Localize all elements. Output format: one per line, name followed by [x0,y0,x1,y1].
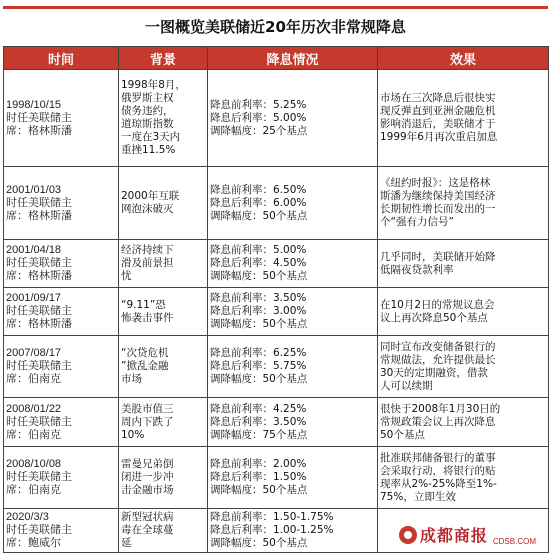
cell-rate-line: 降息后利率：5.00% [210,111,307,124]
cell-time-line: 席：格林斯潘 [6,124,72,137]
cell-background [119,167,208,240]
cell-rate-line: 降息前利率：5.25% [210,98,307,111]
cell-effect [378,288,549,336]
cell-rate-line: 调降幅度：75个基点 [210,428,308,441]
cell-time-line: 2008/01/22 [6,402,62,415]
cell-effect-line: 30天的定期融资，借款 [380,366,488,379]
cell-time-line: 时任美联储主 [6,257,72,269]
cell-rate-line: 降息前利率：2.00% [210,458,307,470]
cell-time-line: 2001/01/03 [6,183,62,196]
cell-time-line: 时任美联储主 [6,360,72,372]
cell-background-line: 闭进一步冲 [121,471,174,483]
watermark-text: 成都商报 [419,526,488,545]
cell-background-line: “9.11”恐 [121,298,166,311]
cell-time-line: 席：伯南克 [6,428,61,441]
cell-time-line: 席：格林斯潘 [6,209,72,222]
cell-background-line: 1998年8月， [121,79,186,91]
cell-effect-line: 市场在三次降息后很快实 [380,92,496,104]
cell-effect-line: 75%，立即生效 [380,490,456,503]
table-row [4,167,549,240]
cell-rate-line: 降息后利率：1.50% [210,471,307,483]
cell-background-line: 俄罗斯主权 [121,92,174,104]
cell-time [4,288,119,336]
cell-rate [208,240,378,288]
cell-effect-line: 影响消退后，美联储才于 [380,118,496,130]
cell-time [4,398,119,447]
cell-time [4,167,119,240]
cell-rate-line: 调降幅度：25个基点 [210,124,308,137]
cell-time-line: 时任美联储主 [6,196,72,209]
cell-background-line: 经济持续下 [121,244,174,256]
cell-time-line: 2001/09/17 [6,292,62,304]
cell-background-line: 滑及前景担 [121,257,174,269]
cell-background-line: 毒在全球蔓 [121,524,174,536]
cell-time-line: 2020/3/3 [6,511,49,523]
cell-background-line: 周内下跌了 [121,415,174,428]
cell-background-line: 新型冠状病 [121,511,174,523]
cell-rate-line: 降息后利率：5.75% [210,360,307,372]
cell-effect [378,447,549,509]
cell-rate-line: 降息前利率：3.50% [210,292,307,304]
cell-effect-line: 常规政策会议上再次降息 [380,415,496,428]
cell-effect-line: 现反弹直到亚洲金融危机 [380,105,496,117]
cell-background-line: 一度在3天内 [121,131,181,143]
cell-background-line: 道琼斯指数 [121,118,174,130]
cell-time-line: 时任美联储主 [6,305,72,317]
table-header-row [4,47,549,70]
cell-background [119,70,208,167]
cell-rate-line: 调降幅度：50个基点 [210,270,308,282]
cell-rate-line: 降息前利率：6.25% [210,347,307,359]
cell-background [119,288,208,336]
cell-effect [378,70,549,167]
cell-time [4,447,119,509]
table-row [4,398,549,447]
cell-rate [208,167,378,240]
cell-time [4,509,119,553]
cell-effect-line: 斯潘为继续保持美国经济 [380,190,496,202]
cell-time-line: 席：格林斯潘 [6,318,72,330]
cell-effect-line: 很快于2008年1月30日的 [380,402,501,415]
cell-effect-line: 在10月2日的常规议息会 [380,298,495,311]
page-title: 一图概览美联储近20年历次非常规降息 [3,6,548,43]
cell-effect-line: 1999年6月再次重启加息 [380,131,498,143]
cell-rate-line: 降息前利率：6.50% [210,183,307,196]
cell-time-line: 时任美联储主 [6,524,72,536]
cell-background-line: “次贷危机 [121,347,169,359]
cell-rate-line: 降息前利率：1.50-1.75% [210,511,334,523]
cell-effect-line: 《纽约时报》：这是格林 [380,177,491,189]
rate-cut-table [3,46,549,553]
cell-rate [208,509,378,553]
cell-background-line: 重挫11.5% [121,144,176,156]
cell-background-line: 市场 [121,373,142,385]
document-frame [3,6,548,556]
cell-effect [378,167,549,240]
cell-background-line: 忧 [121,270,132,282]
cell-rate-line: 调降幅度：50个基点 [210,209,308,222]
cell-background-line: 债务违约， [121,105,174,117]
cell-background-line: ”掀乱金融 [121,360,169,372]
cell-time-line: 席：伯南克 [6,484,61,496]
cell-effect-line: 会采取行动，将银行的贴 [380,464,496,477]
table-row [4,288,549,336]
cell-time-line: 席：伯南克 [6,373,61,385]
cell-rate [208,398,378,447]
cell-effect-line: 同时宣布改变储备银行的 [380,340,496,353]
cell-effect-line: 个“强有力信号” [380,216,454,228]
table-row [4,240,549,288]
cell-effect-line: 50个基点 [380,428,425,441]
cell-time [4,70,119,167]
cell-background [119,240,208,288]
cell-effect [378,240,549,288]
publisher-logo-icon [399,526,417,544]
column-header-time: 时间 [4,47,119,70]
cell-effect-line: 现率从2%-25%降至1%- [380,477,497,490]
cell-background-line: 2000年互联 [121,190,180,202]
cell-time-line: 时任美联储主 [6,415,72,428]
cell-time-line: 1998/10/15 [6,98,62,111]
cell-time-line: 席：鲍威尔 [6,537,61,549]
cell-effect-line: 常规做法，允许提供最长 [380,353,496,366]
cell-background-line: 美股市值三 [121,402,174,415]
column-header-effect: 效果 [378,47,549,70]
cell-rate [208,70,378,167]
cell-rate-line: 调降幅度：50个基点 [210,373,308,385]
cell-background-line: 10% [121,428,145,441]
cell-background-line: 怖袭击事件 [121,311,174,324]
cell-time [4,336,119,398]
cell-rate-line: 调降幅度：50个基点 [210,318,308,330]
cell-rate [208,288,378,336]
cell-time-line: 2008/10/08 [6,458,62,470]
cell-background [119,336,208,398]
cell-background-line: 雷曼兄弟倒 [121,458,174,470]
cell-time-line: 2007/08/17 [6,347,62,359]
cell-effect-line: 几乎同时，美联储开始降 [380,250,496,263]
cell-rate-line: 调降幅度：50个基点 [210,537,308,549]
watermark-url: CDSB.COM [492,537,536,546]
cell-rate-line: 降息前利率：5.00% [210,244,307,256]
cell-time-line: 时任美联储主 [6,471,72,483]
cell-rate-line: 降息后利率：3.50% [210,415,307,428]
cell-rate-line: 降息后利率：3.00% [210,305,307,317]
cell-effect-line: 议上再次降息50个基点 [380,311,488,324]
cell-background-line: 延 [121,537,132,549]
table-row [4,70,549,167]
cell-effect [378,336,549,398]
cell-time-line: 时任美联储主 [6,111,72,124]
cell-background-line: 击金融市场 [121,484,174,496]
cell-effect [378,398,549,447]
cell-time-line: 2001/04/18 [6,244,62,256]
cell-effect-line: 低隔夜贷款利率 [380,263,454,276]
cell-time-line: 席：格林斯潘 [6,270,72,282]
cell-background-line: 网泡沫破灭 [121,203,174,215]
cell-rate-line: 降息后利率：4.50% [210,257,307,269]
column-header-background: 背景 [119,47,208,70]
cell-rate [208,447,378,509]
cell-rate-line: 降息前利率：4.25% [210,402,307,415]
cell-effect-line: 人可以续期 [380,379,433,392]
table-body [4,70,549,553]
cell-rate-line: 降息后利率：1.00-1.25% [210,524,334,536]
cell-background [119,398,208,447]
cell-effect-line: 批准联邦储备银行的董事 [380,451,496,464]
column-header-rate: 降息情况 [208,47,378,70]
table-row [4,447,549,509]
cell-rate-line: 降息后利率：6.00% [210,196,307,209]
cell-rate-line: 调降幅度：50个基点 [210,484,308,496]
publisher-watermark [399,523,536,546]
cell-background [119,447,208,509]
cell-rate [208,336,378,398]
cell-time [4,240,119,288]
cell-background [119,509,208,553]
table-row [4,336,549,398]
cell-effect-line: 长期韧性增长而发出的一 [380,203,496,215]
